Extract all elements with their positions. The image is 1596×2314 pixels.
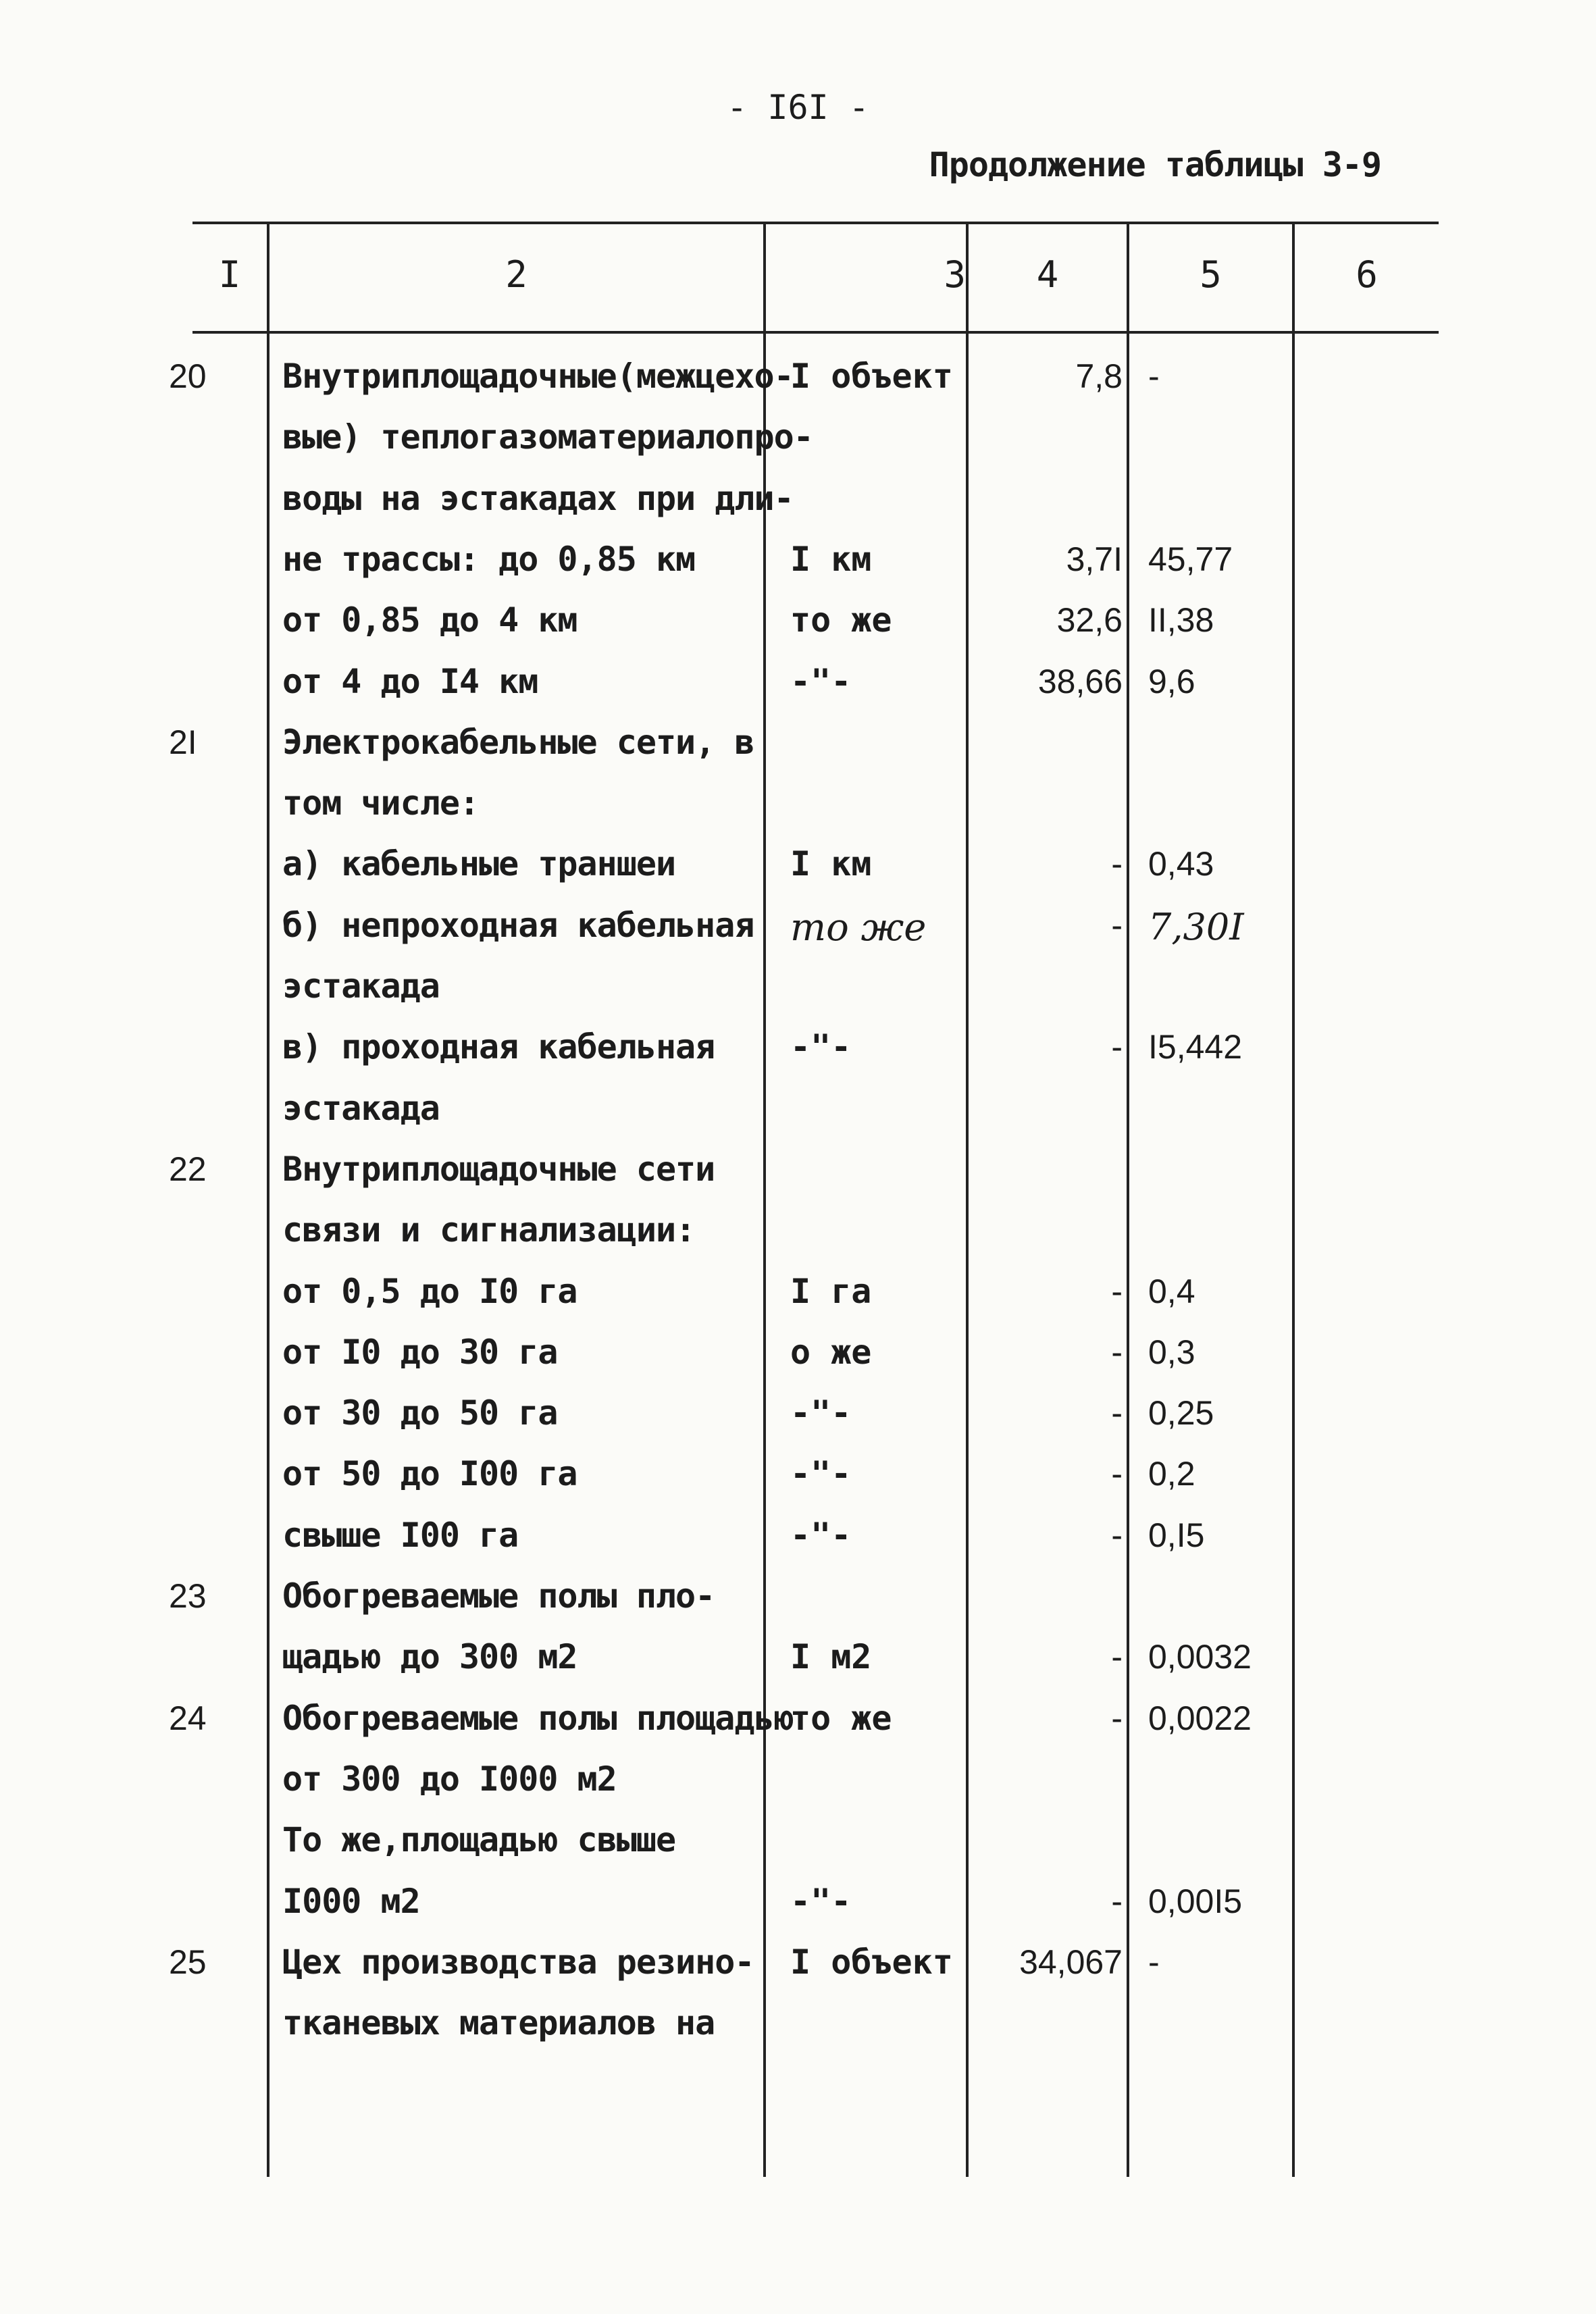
unit-cell: I объект	[790, 357, 953, 396]
col5-value: 0,3	[1148, 1333, 1195, 1371]
header-col-2: 2	[505, 253, 527, 296]
row-description-line: Электрокабельные сети, в	[282, 722, 754, 762]
header-bottom-rule	[192, 331, 1439, 334]
row-description-line: связи и сигнализации:	[282, 1210, 696, 1250]
row-description-line: от 4 до I4 км	[282, 661, 538, 701]
row-description-line: То же,площадью свыше	[282, 1820, 676, 1860]
column-divider	[267, 222, 269, 2177]
col5-value: 0,43	[1148, 845, 1214, 883]
row-description-line: свыше I00 га	[282, 1515, 519, 1555]
col5-value: 0,0022	[1148, 1699, 1252, 1737]
unit-cell: -"-	[790, 1393, 852, 1433]
col5-value: 7,30I	[1148, 905, 1244, 948]
header-col-1: I	[218, 253, 241, 296]
row-description-line: в) проходная кабельная	[282, 1027, 715, 1067]
table-caption: Продолжение таблицы 3-9	[929, 145, 1381, 184]
unit-cell: -"-	[790, 1881, 852, 1921]
row-description-line: тканевых материалов на	[282, 2003, 715, 2043]
row-number: 25	[169, 1943, 207, 1981]
row-description-line: б) непроходная кабельная	[282, 905, 754, 945]
col5-value: -	[1148, 357, 1160, 395]
col5-value: I5,442	[1148, 1028, 1243, 1066]
unit-cell: I объект	[790, 1942, 953, 1982]
row-description-line: эстакада	[282, 1088, 440, 1128]
row-number: 23	[169, 1577, 207, 1615]
table-top-rule	[192, 222, 1439, 224]
unit-cell: то же	[790, 1698, 892, 1738]
row-description-line: от 0,5 до I0 га	[282, 1271, 577, 1311]
col4-value: -	[1111, 1516, 1123, 1554]
unit-cell: I м2	[790, 1637, 872, 1677]
row-description-line: от I0 до 30 га	[282, 1332, 558, 1372]
col4-value: -	[1111, 906, 1123, 944]
unit-cell: -"-	[790, 661, 852, 701]
col5-value: 0,4	[1148, 1272, 1195, 1310]
col4-value: 7,8	[1075, 357, 1123, 395]
row-description-line: не трассы: до 0,85 км	[282, 539, 696, 579]
header-col-4: 4	[1036, 253, 1059, 296]
row-description-line: том числе:	[282, 783, 480, 823]
col5-value: 0,2	[1148, 1455, 1195, 1493]
row-description-line: щадью до 300 м2	[282, 1637, 577, 1677]
col5-value: 45,77	[1148, 540, 1233, 578]
row-description-line: от 300 до I000 м2	[282, 1759, 617, 1799]
unit-cell: то же	[790, 600, 892, 640]
col5-value: 0,0032	[1148, 1638, 1252, 1676]
col4-value: -	[1111, 1272, 1123, 1310]
unit-cell: I км	[790, 539, 872, 579]
col4-value: 3,7I	[1066, 540, 1123, 578]
col5-value: 0,00I5	[1148, 1882, 1243, 1920]
row-number: 24	[169, 1699, 207, 1737]
page-number: - I6I -	[727, 88, 869, 127]
column-divider	[1127, 222, 1129, 2177]
col5-value: -	[1148, 1943, 1160, 1981]
col5-value: 0,I5	[1148, 1516, 1205, 1554]
unit-cell: -"-	[790, 1515, 852, 1555]
row-description-line: Обогреваемые полы пло-	[282, 1576, 715, 1616]
col5-value: II,38	[1148, 601, 1214, 640]
unit-cell: I км	[790, 844, 872, 884]
col4-value: -	[1111, 1455, 1123, 1493]
unit-cell: то же	[790, 905, 927, 950]
row-description-line: воды на эстакадах при дли-	[282, 478, 794, 518]
row-description-line: I000 м2	[282, 1881, 420, 1921]
row-description-line: вые) теплогазоматериалопро-	[282, 417, 813, 457]
row-number: 22	[169, 1150, 207, 1188]
col4-value: -	[1111, 1699, 1123, 1737]
row-description-line: Внутриплощадочные(межцехо-	[282, 357, 794, 396]
row-description-line: а) кабельные траншеи	[282, 844, 676, 884]
unit-cell: о же	[790, 1332, 872, 1372]
unit-cell: I га	[790, 1271, 872, 1311]
col5-value: 9,6	[1148, 662, 1195, 700]
row-description-line: Внутриплощадочные сети	[282, 1149, 715, 1189]
row-number: 2I	[169, 723, 197, 761]
header-col-3: 3	[944, 253, 966, 296]
col4-value: 34,067	[1019, 1943, 1123, 1981]
col4-value: -	[1111, 1028, 1123, 1066]
col4-value: 32,6	[1056, 601, 1123, 640]
row-description-line: эстакада	[282, 967, 440, 1006]
row-description-line: от 30 до 50 га	[282, 1393, 558, 1433]
column-divider	[1292, 222, 1295, 2177]
unit-cell: -"-	[790, 1454, 852, 1494]
row-description-line: Обогреваемые полы площадью	[282, 1698, 794, 1738]
row-description-line: от 50 до I00 га	[282, 1454, 577, 1494]
col4-value: -	[1111, 845, 1123, 883]
unit-cell: -"-	[790, 1027, 852, 1067]
col4-value: 38,66	[1037, 662, 1123, 700]
row-description-line: Цех производства резино-	[282, 1942, 754, 1982]
col4-value: -	[1111, 1333, 1123, 1371]
col5-value: 0,25	[1148, 1394, 1214, 1433]
header-col-6: 6	[1356, 253, 1378, 296]
col4-value: -	[1111, 1394, 1123, 1433]
row-description-line: от 0,85 до 4 км	[282, 600, 577, 640]
col4-value: -	[1111, 1882, 1123, 1920]
header-col-5: 5	[1200, 253, 1222, 296]
col4-value: -	[1111, 1638, 1123, 1676]
row-number: 20	[169, 357, 207, 395]
